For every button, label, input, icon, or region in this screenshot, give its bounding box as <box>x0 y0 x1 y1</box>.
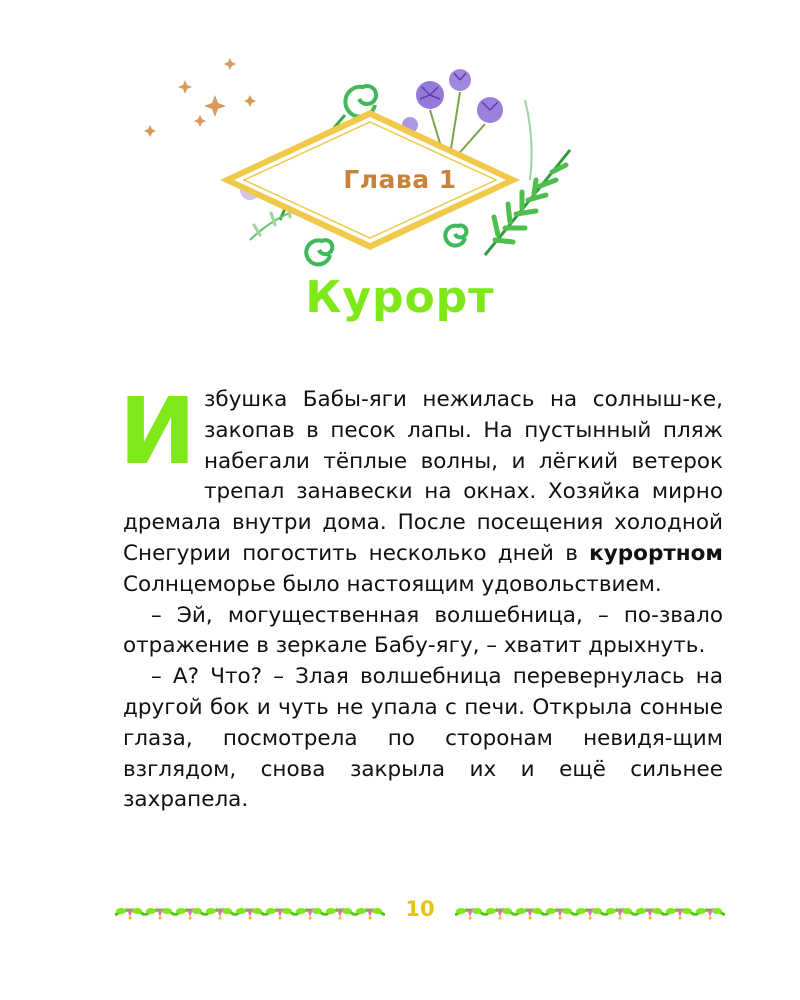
drop-cap: И <box>119 378 196 485</box>
bold-word: курортном <box>589 540 723 566</box>
chapter-title: Курорт <box>305 272 495 323</box>
page-footer <box>115 895 725 927</box>
star-sparkles-icon <box>144 58 256 137</box>
chapter-header-ornament <box>130 40 610 280</box>
paragraph-3: – А? Что? – Злая волшебница перевернулась на другой бок и чуть не упала с печи. Открыла сонные глаза, посмотрела по сторонам невидя-щим взглядом, снова закрыла их и ещё сильнее захрапела. <box>123 664 723 813</box>
paragraph-1: Избушка Бабы-яги нежилась на солныш-ке, закопав в песок лапы. На пустынный пляж набегали тёплые волны, и лёгкий ветерок трепал занавески на окнах. Хозяйка мирно дремала внутри дома. После посещения холодной Снегурии погостить несколько дней в курортном Солнцеморье было настоящим удовольствием. <box>119 378 723 597</box>
paragraph-2: – Эй, могущественная волшебница, – по-звало отражение в зеркале Бабу-ягу, – хватит дрыхнуть. <box>123 602 723 659</box>
chapter-number: Глава 1 <box>343 165 457 194</box>
story-text <box>119 378 723 816</box>
page-number: 10 <box>405 897 435 921</box>
floral-border-right-icon <box>455 901 725 921</box>
